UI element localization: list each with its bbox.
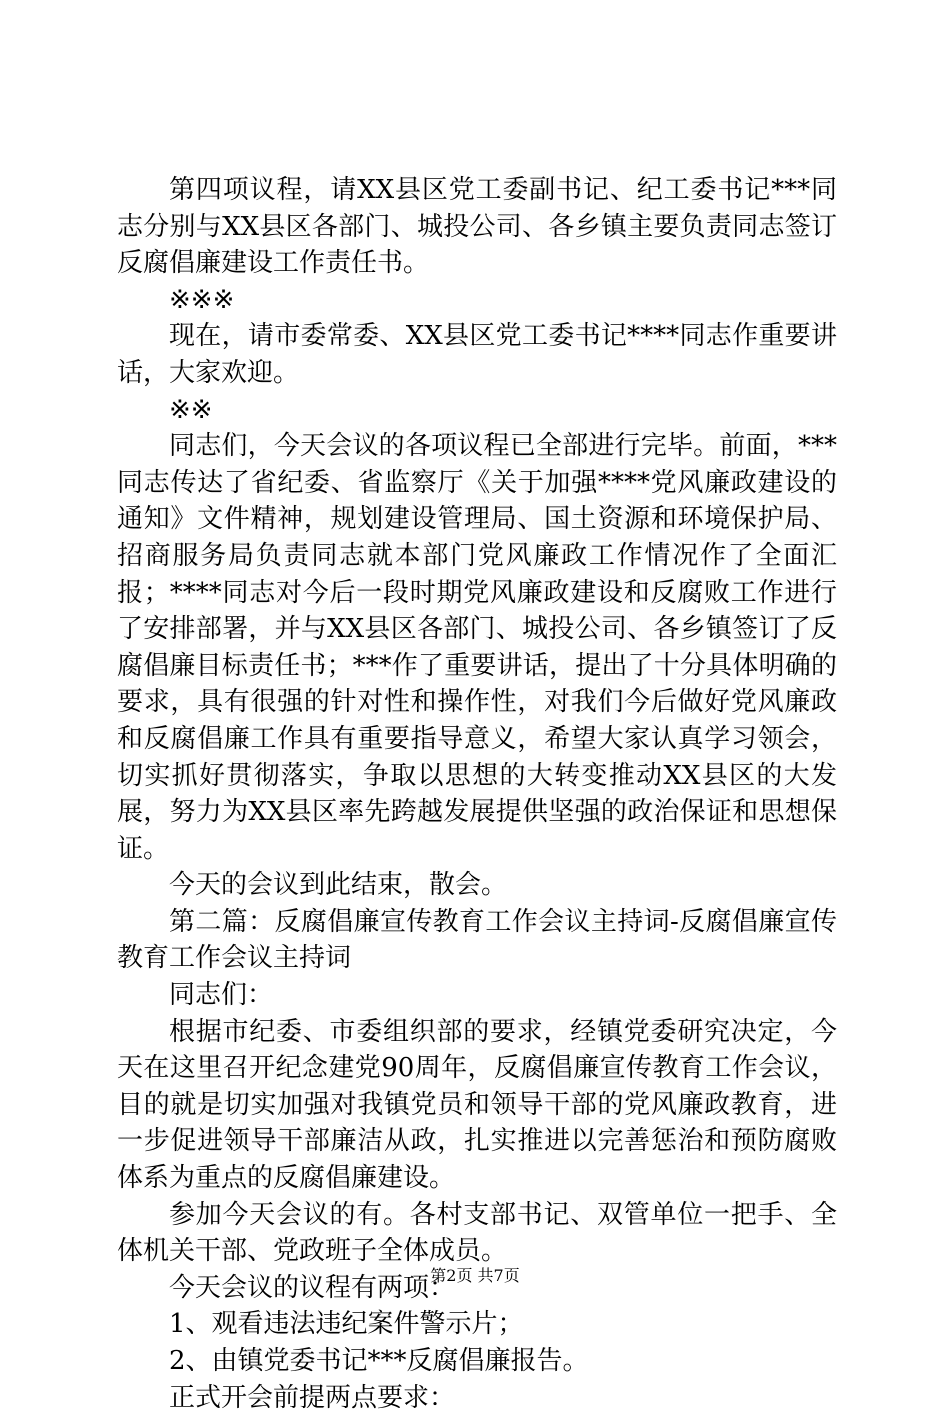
paragraph-section-two-title: 第二篇：反腐倡廉宣传教育工作会议主持词-反腐倡廉宣传教育工作会议主持词 — [117, 906, 837, 974]
paragraph-agenda-intro: 今天会议的议程有两项： — [169, 1272, 456, 1303]
paragraph-separator-triple: ※※※ — [169, 284, 235, 315]
paragraph-agenda-item-one: 1、观看违法违纪案件警示片； — [169, 1309, 524, 1340]
document-body — [117, 172, 837, 1416]
paragraph-requirements-intro: 正式开会前提两点要求： — [169, 1382, 456, 1413]
paragraph-separator-double: ※※ — [169, 394, 213, 425]
paragraph-meeting-purpose: 根据市纪委、市委组织部的要求，经镇党委研究决定，今天在这里召开纪念建党90周年，反腐倡廉宣传教育工作会议，目的就是切实加强对我镇党员和领导干部的党风廉政教育，进一步促进领导干部廉洁从政，扎实推进以完善惩治和预防腐败体系为重点的反腐倡廉建设。 — [117, 1016, 837, 1194]
paragraph-agenda-item-four: 第四项议程，请XX县区党工委副书记、纪工委书记***同志分别与XX县区各部门、城投公司、各乡镇主要负责同志签订反腐倡廉建设工作责任书。 — [117, 175, 837, 279]
paragraph-greeting: 同志们： — [169, 980, 274, 1011]
paragraph-attendees: 参加今天会议的有。各村支部书记、双管单位一把手、全体机关干部、党政班子全体成员。 — [117, 1199, 837, 1267]
paragraph-meeting-close: 今天的会议到此结束，散会。 — [169, 870, 508, 901]
paragraph-agenda-item-two: 2、由镇党委书记***反腐倡廉报告。 — [169, 1346, 589, 1376]
paragraph-speech-invitation: 现在，请市委常委、XX县区党工委书记****同志作重要讲话，大家欢迎。 — [117, 321, 837, 388]
paragraph-meeting-summary: 同志们，今天会议的各项议程已全部进行完毕。前面，***同志传达了省纪委、省监察厅《关于加强****党风廉政建设的通知》文件精神，规划建设管理局、国土资源和环境保护局、招商服务局负责同志就本部门党风廉政工作情况作了全面汇报；****同志对今后一段时期党风廉政建设和反腐败工作进行了安排部署，并与XX县区各部门、城投公司、各乡镇签订了反腐倡廉目标责任书；***作了重要讲话，提出了十分具体明确的要求，具有很强的针对性和操作性，对我们今后做好党风廉政和反腐倡廉工作具有重要指导意义，希望大家认真学习领会，切实抓好贯彻落实，争取以思想的大转变推动XX县区的大发展，努力为XX县区率先跨越发展提供坚强的政治保证和思想保证。 — [117, 431, 837, 864]
page-number-footer: 第2页 共7页 — [430, 1266, 520, 1285]
